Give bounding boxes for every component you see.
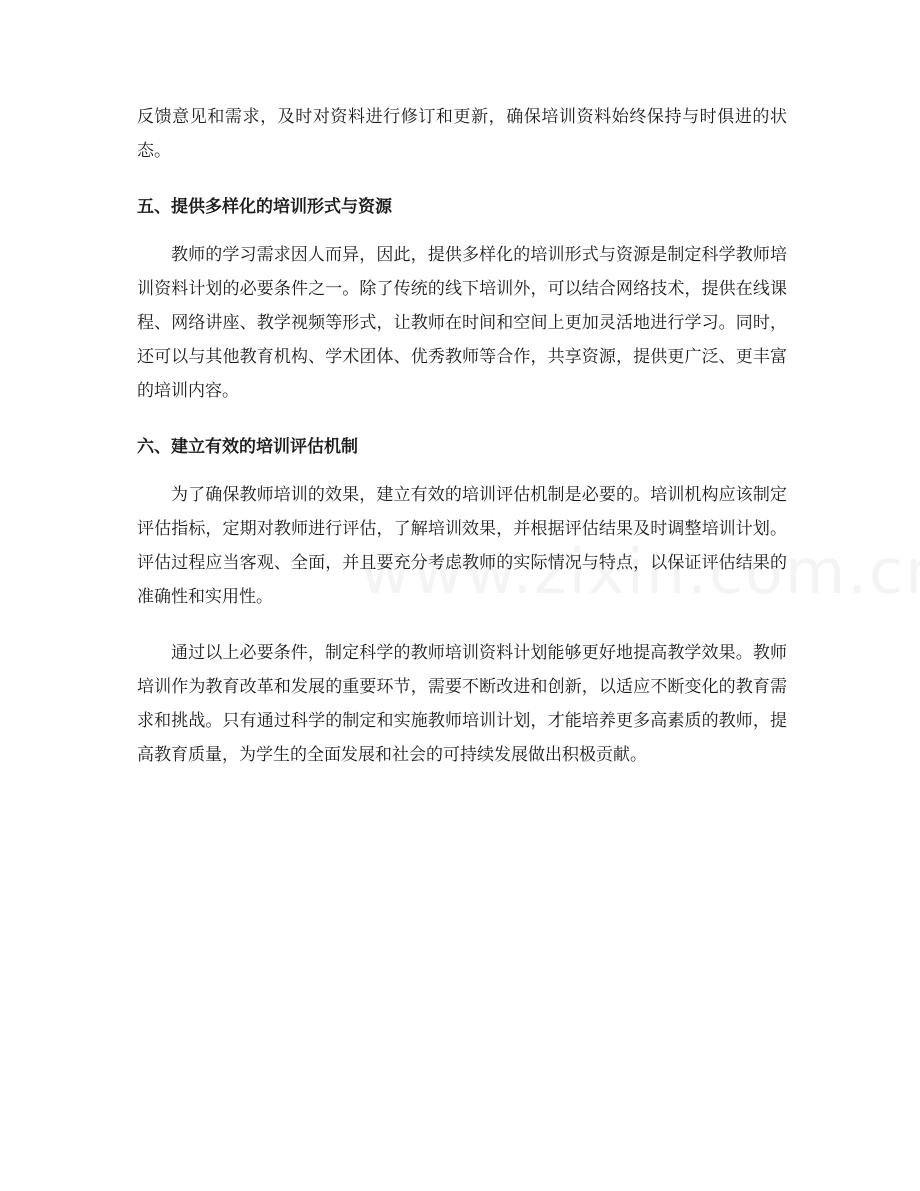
- document-body: [137, 100, 787, 772]
- continuation-paragraph: 反馈意见和需求，及时对资料进行修订和更新，确保培训资料始终保持与时俱进的状态。: [137, 107, 787, 161]
- section-5-paragraph: 教师的学习需求因人而异，因此，提供多样化的培训形式与资源是制定科学教师培训资料计划的必要条件之一。除了传统的线下培训外，可以结合网络技术，提供在线课程、网络讲座、教学视频等形式，让教师在时间和空间上更加灵活地进行学习。同时，还可以与其他教育机构、学术团体、优秀教师等合作，共享资源，提供更广泛、更丰富的培训内容。: [137, 245, 787, 401]
- conclusion-paragraph: 通过以上必要条件，制定科学的教师培训资料计划能够更好地提高教学效果。教师培训作为教育改革和发展的重要环节，需要不断改进和创新，以适应不断变化的教育需求和挑战。只有通过科学的制定和实施教师培训计划，才能培养更多高素质的教师，提高教育质量，为学生的全面发展和社会的可持续发展做出积极贡献。: [137, 643, 787, 765]
- section-5-heading: 五、提供多样化的培训形式与资源: [137, 197, 392, 217]
- section-6-paragraph: 为了确保教师培训的效果，建立有效的培训评估机制是必要的。培训机构应该制定评估指标，定期对教师进行评估，了解培训效果，并根据评估结果及时调整培训计划。评估过程应当客观、全面，并且要充分考虑教师的实际情况与特点，以保证评估结果的准确性和实用性。: [137, 485, 787, 607]
- section-6-heading: 六、建立有效的培训评估机制: [137, 437, 358, 457]
